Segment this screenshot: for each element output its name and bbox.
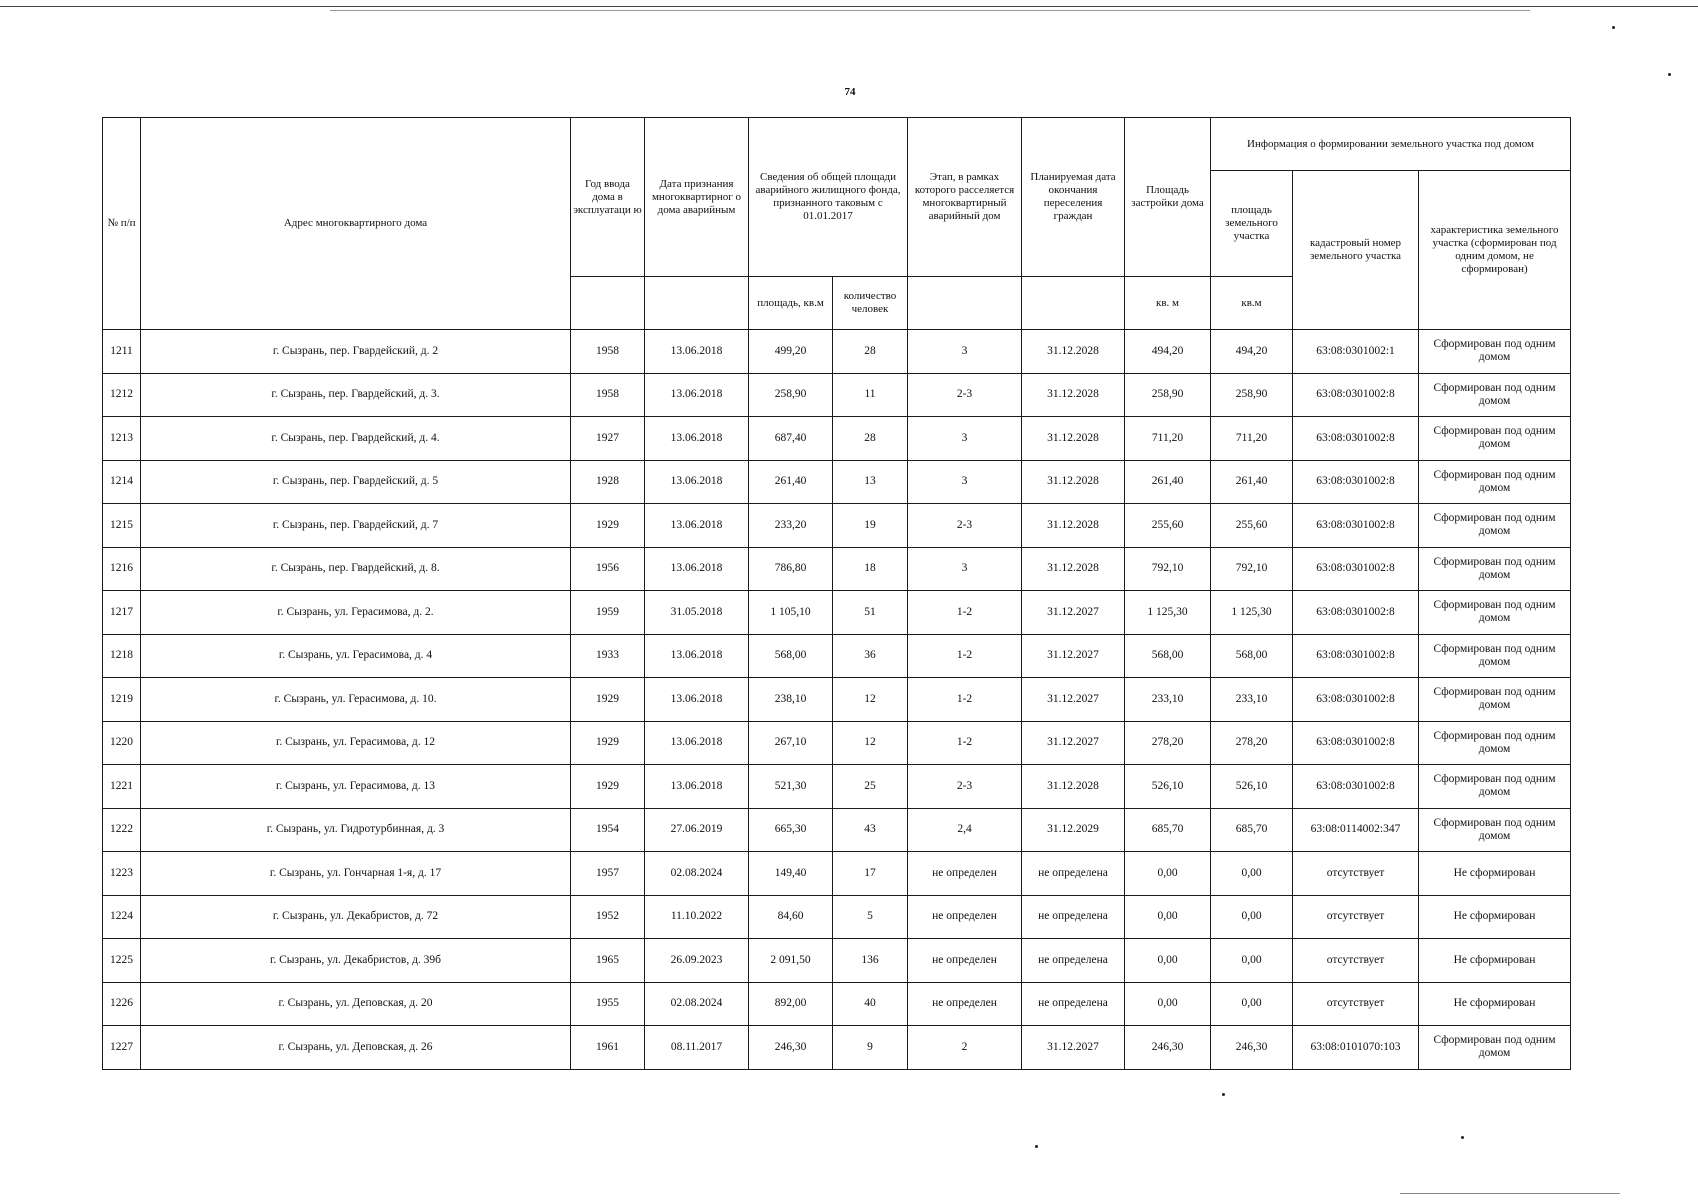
cell-address: г. Сызрань, ул. Герасимова, д. 10.: [141, 678, 571, 722]
cell-building-area: 258,90: [1125, 373, 1211, 417]
cell-address: г. Сызрань, пер. Гвардейский, д. 8.: [141, 547, 571, 591]
cell-recognition-date: 13.06.2018: [645, 504, 749, 548]
cell-recognition-date: 13.06.2018: [645, 634, 749, 678]
cell-num: 1221: [103, 765, 141, 809]
cell-recognition-date: 13.06.2018: [645, 460, 749, 504]
cell-planned-date: 31.12.2028: [1022, 460, 1125, 504]
scan-speck: [1222, 1093, 1225, 1096]
cell-address: г. Сызрань, ул. Герасимова, д. 4: [141, 634, 571, 678]
cell-address: г. Сызрань, пер. Гвардейский, д. 7: [141, 504, 571, 548]
header-planned-date: Планируемая дата окончания переселения граждан: [1022, 118, 1125, 277]
cell-year: 1955: [571, 982, 645, 1026]
cell-area: 233,20: [749, 504, 833, 548]
cell-num: 1214: [103, 460, 141, 504]
cell-building-area: 0,00: [1125, 895, 1211, 939]
cell-recognition-date: 02.08.2024: [645, 982, 749, 1026]
table-row: [103, 373, 1571, 417]
cell-address: г. Сызрань, пер. Гвардейский, д. 3.: [141, 373, 571, 417]
cell-people: 28: [833, 417, 908, 461]
cell-area: 2 091,50: [749, 939, 833, 983]
scan-speck: [1612, 26, 1615, 29]
cell-building-area: 246,30: [1125, 1026, 1211, 1070]
cell-area: 261,40: [749, 460, 833, 504]
cell-characteristic: Сформирован под одним домом: [1419, 1026, 1571, 1070]
cell-year: 1929: [571, 765, 645, 809]
table-row: [103, 852, 1571, 896]
cell-land-area: 0,00: [1211, 939, 1293, 983]
cell-building-area: 1 125,30: [1125, 591, 1211, 635]
cell-num: 1219: [103, 678, 141, 722]
cell-characteristic: Не сформирован: [1419, 852, 1571, 896]
cell-planned-date: 31.12.2027: [1022, 1026, 1125, 1070]
cell-num: 1212: [103, 373, 141, 417]
table-body: [103, 330, 1571, 1070]
cell-cadastral: отсутствует: [1293, 895, 1419, 939]
cell-area: 246,30: [749, 1026, 833, 1070]
table-row: [103, 939, 1571, 983]
cell-cadastral: 63:08:0301002:8: [1293, 591, 1419, 635]
cell-recognition-date: 11.10.2022: [645, 895, 749, 939]
table-row: [103, 1026, 1571, 1070]
cell-stage: 1-2: [908, 678, 1022, 722]
cell-people: 28: [833, 330, 908, 374]
scan-speck: [1035, 1145, 1038, 1148]
cell-planned-date: не определена: [1022, 895, 1125, 939]
cell-num: 1220: [103, 721, 141, 765]
cell-characteristic: Сформирован под одним домом: [1419, 547, 1571, 591]
cell-land-area: 1 125,30: [1211, 591, 1293, 635]
cell-cadastral: 63:08:0301002:8: [1293, 765, 1419, 809]
cell-year: 1957: [571, 852, 645, 896]
table-row: [103, 765, 1571, 809]
cell-characteristic: Сформирован под одним домом: [1419, 721, 1571, 765]
cell-num: 1222: [103, 808, 141, 852]
cell-planned-date: 31.12.2027: [1022, 591, 1125, 635]
scan-speck: [1668, 73, 1671, 76]
cell-people: 5: [833, 895, 908, 939]
cell-cadastral: 63:08:0101070:103: [1293, 1026, 1419, 1070]
header-year: Год ввода дома в эксплуатаци ю: [571, 118, 645, 277]
cell-area: 267,10: [749, 721, 833, 765]
header-unit-land: кв.м: [1211, 277, 1293, 330]
cell-characteristic: Сформирован под одним домом: [1419, 678, 1571, 722]
cell-characteristic: Сформирован под одним домом: [1419, 591, 1571, 635]
cell-stage: 1-2: [908, 634, 1022, 678]
cell-planned-date: 31.12.2028: [1022, 417, 1125, 461]
cell-characteristic: Сформирован под одним домом: [1419, 765, 1571, 809]
cell-address: г. Сызрань, ул. Герасимова, д. 12: [141, 721, 571, 765]
cell-stage: 2: [908, 1026, 1022, 1070]
cell-stage: не определен: [908, 982, 1022, 1026]
cell-land-area: 568,00: [1211, 634, 1293, 678]
cell-people: 19: [833, 504, 908, 548]
cell-num: 1213: [103, 417, 141, 461]
cell-recognition-date: 26.09.2023: [645, 939, 749, 983]
cell-area: 786,80: [749, 547, 833, 591]
cell-address: г. Сызрань, ул. Гидротурбинная, д. 3: [141, 808, 571, 852]
cell-cadastral: 63:08:0301002:8: [1293, 634, 1419, 678]
cell-planned-date: 31.12.2028: [1022, 373, 1125, 417]
cell-cadastral: 63:08:0301002:8: [1293, 678, 1419, 722]
table-row: [103, 634, 1571, 678]
cell-building-area: 568,00: [1125, 634, 1211, 678]
cell-recognition-date: 08.11.2017: [645, 1026, 749, 1070]
cell-cadastral: 63:08:0301002:8: [1293, 460, 1419, 504]
cell-stage: 3: [908, 417, 1022, 461]
cell-cadastral: отсутствует: [1293, 982, 1419, 1026]
cell-stage: 2-3: [908, 765, 1022, 809]
cell-building-area: 494,20: [1125, 330, 1211, 374]
cell-people: 51: [833, 591, 908, 635]
header-num: № п/п: [103, 118, 141, 330]
cell-characteristic: Сформирован под одним домом: [1419, 373, 1571, 417]
cell-land-area: 258,90: [1211, 373, 1293, 417]
cell-year: 1959: [571, 591, 645, 635]
cell-planned-date: не определена: [1022, 982, 1125, 1026]
cell-address: г. Сызрань, пер. Гвардейский, д. 2: [141, 330, 571, 374]
cell-people: 13: [833, 460, 908, 504]
cell-address: г. Сызрань, пер. Гвардейский, д. 5: [141, 460, 571, 504]
cell-cadastral: 63:08:0301002:8: [1293, 547, 1419, 591]
cell-cadastral: 63:08:0301002:1: [1293, 330, 1419, 374]
cell-planned-date: не определена: [1022, 939, 1125, 983]
cell-land-area: 0,00: [1211, 895, 1293, 939]
cell-num: 1211: [103, 330, 141, 374]
cell-stage: 2,4: [908, 808, 1022, 852]
cell-recognition-date: 02.08.2024: [645, 852, 749, 896]
cell-stage: 3: [908, 547, 1022, 591]
cell-year: 1929: [571, 721, 645, 765]
cell-num: 1216: [103, 547, 141, 591]
cell-year: 1965: [571, 939, 645, 983]
cell-recognition-date: 27.06.2019: [645, 808, 749, 852]
header-planned-blank: [1022, 277, 1125, 330]
cell-cadastral: 63:08:0114002:347: [1293, 808, 1419, 852]
cell-land-area: 494,20: [1211, 330, 1293, 374]
cell-stage: 1-2: [908, 721, 1022, 765]
header-stage: Этап, в рамках которого расселяется многоквартирный аварийный дом: [908, 118, 1022, 277]
header-people-count: количество человек: [833, 277, 908, 330]
cell-recognition-date: 13.06.2018: [645, 417, 749, 461]
cell-land-area: 0,00: [1211, 982, 1293, 1026]
cell-planned-date: 31.12.2028: [1022, 765, 1125, 809]
cell-planned-date: 31.12.2028: [1022, 547, 1125, 591]
cell-building-area: 0,00: [1125, 939, 1211, 983]
cell-num: 1226: [103, 982, 141, 1026]
cell-num: 1223: [103, 852, 141, 896]
cell-cadastral: 63:08:0301002:8: [1293, 417, 1419, 461]
cell-cadastral: 63:08:0301002:8: [1293, 373, 1419, 417]
cell-cadastral: 63:08:0301002:8: [1293, 721, 1419, 765]
cell-people: 18: [833, 547, 908, 591]
cell-area: 892,00: [749, 982, 833, 1026]
table-row: [103, 721, 1571, 765]
header-area-info: Сведения об общей площади аварийного жилищного фонда, признанного таковым с 01.01.2017: [749, 118, 908, 277]
cell-land-area: 711,20: [1211, 417, 1293, 461]
cell-stage: не определен: [908, 852, 1022, 896]
cell-building-area: 278,20: [1125, 721, 1211, 765]
cell-land-area: 261,40: [1211, 460, 1293, 504]
table-row: [103, 808, 1571, 852]
cell-planned-date: 31.12.2028: [1022, 330, 1125, 374]
cell-area: 1 105,10: [749, 591, 833, 635]
header-characteristic: характеристика земельного участка (сформирован под одним домом, не сформирован): [1419, 171, 1571, 330]
header-land-area: площадь земельного участка: [1211, 171, 1293, 277]
cell-year: 1961: [571, 1026, 645, 1070]
cell-planned-date: 31.12.2027: [1022, 721, 1125, 765]
cell-recognition-date: 13.06.2018: [645, 330, 749, 374]
cell-year: 1954: [571, 808, 645, 852]
cell-area: 84,60: [749, 895, 833, 939]
cell-recognition-date: 13.06.2018: [645, 678, 749, 722]
cell-building-area: 255,60: [1125, 504, 1211, 548]
cell-recognition-date: 13.06.2018: [645, 547, 749, 591]
table-row: [103, 982, 1571, 1026]
cell-planned-date: 31.12.2027: [1022, 634, 1125, 678]
cell-characteristic: Сформирован под одним домом: [1419, 808, 1571, 852]
cell-building-area: 261,40: [1125, 460, 1211, 504]
cell-year: 1956: [571, 547, 645, 591]
cell-planned-date: 31.12.2028: [1022, 504, 1125, 548]
header-land-info: Информация о формировании земельного участка под домом: [1211, 118, 1571, 171]
cell-characteristic: Сформирован под одним домом: [1419, 634, 1571, 678]
cell-area: 687,40: [749, 417, 833, 461]
cell-people: 11: [833, 373, 908, 417]
cell-num: 1217: [103, 591, 141, 635]
cell-building-area: 711,20: [1125, 417, 1211, 461]
cell-area: 521,30: [749, 765, 833, 809]
cell-land-area: 278,20: [1211, 721, 1293, 765]
cell-building-area: 0,00: [1125, 982, 1211, 1026]
cell-cadastral: отсутствует: [1293, 939, 1419, 983]
table-row: [103, 678, 1571, 722]
cell-people: 36: [833, 634, 908, 678]
header-unit-building: кв. м: [1125, 277, 1211, 330]
cell-people: 17: [833, 852, 908, 896]
cell-stage: 3: [908, 330, 1022, 374]
cell-area: 499,20: [749, 330, 833, 374]
header-cadastral: кадастровый номер земельного участка: [1293, 171, 1419, 330]
cell-characteristic: Сформирован под одним домом: [1419, 330, 1571, 374]
cell-building-area: 0,00: [1125, 852, 1211, 896]
cell-people: 12: [833, 678, 908, 722]
cell-address: г. Сызрань, ул. Деповская, д. 20: [141, 982, 571, 1026]
cell-stage: 3: [908, 460, 1022, 504]
cell-area: 238,10: [749, 678, 833, 722]
cell-building-area: 526,10: [1125, 765, 1211, 809]
cell-year: 1958: [571, 373, 645, 417]
cell-area: 149,40: [749, 852, 833, 896]
cell-stage: не определен: [908, 939, 1022, 983]
cell-building-area: 792,10: [1125, 547, 1211, 591]
cell-characteristic: Не сформирован: [1419, 939, 1571, 983]
cell-area: 258,90: [749, 373, 833, 417]
table-row: [103, 330, 1571, 374]
cell-stage: 2-3: [908, 373, 1022, 417]
header-area-sqm: площадь, кв.м: [749, 277, 833, 330]
cell-land-area: 526,10: [1211, 765, 1293, 809]
page-number: 74: [844, 86, 856, 98]
cell-year: 1952: [571, 895, 645, 939]
cell-cadastral: отсутствует: [1293, 852, 1419, 896]
cell-characteristic: Не сформирован: [1419, 895, 1571, 939]
emergency-housing-table: [102, 117, 1571, 1070]
cell-characteristic: Не сформирован: [1419, 982, 1571, 1026]
header-recognition-date: Дата признания многоквартирног о дома аварийным: [645, 118, 749, 277]
header-stage-blank: [908, 277, 1022, 330]
cell-stage: 2-3: [908, 504, 1022, 548]
cell-planned-date: 31.12.2027: [1022, 678, 1125, 722]
cell-characteristic: Сформирован под одним домом: [1419, 460, 1571, 504]
scan-top-edge-line: [330, 10, 1530, 11]
cell-planned-date: 31.12.2029: [1022, 808, 1125, 852]
cell-num: 1224: [103, 895, 141, 939]
cell-people: 43: [833, 808, 908, 852]
cell-people: 9: [833, 1026, 908, 1070]
cell-land-area: 792,10: [1211, 547, 1293, 591]
cell-area: 568,00: [749, 634, 833, 678]
cell-address: г. Сызрань, ул. Деповская, д. 26: [141, 1026, 571, 1070]
cell-recognition-date: 31.05.2018: [645, 591, 749, 635]
cell-address: г. Сызрань, ул. Герасимова, д. 13: [141, 765, 571, 809]
cell-address: г. Сызрань, ул. Герасимова, д. 2.: [141, 591, 571, 635]
cell-cadastral: 63:08:0301002:8: [1293, 504, 1419, 548]
table-row: [103, 504, 1571, 548]
cell-area: 665,30: [749, 808, 833, 852]
cell-address: г. Сызрань, ул. Декабристов, д. 39б: [141, 939, 571, 983]
cell-recognition-date: 13.06.2018: [645, 721, 749, 765]
cell-land-area: 246,30: [1211, 1026, 1293, 1070]
cell-address: г. Сызрань, ул. Декабристов, д. 72: [141, 895, 571, 939]
table-row: [103, 417, 1571, 461]
cell-recognition-date: 13.06.2018: [645, 373, 749, 417]
cell-num: 1225: [103, 939, 141, 983]
cell-recognition-date: 13.06.2018: [645, 765, 749, 809]
table-row: [103, 591, 1571, 635]
cell-year: 1929: [571, 504, 645, 548]
scan-speck: [1461, 1136, 1464, 1139]
cell-characteristic: Сформирован под одним домом: [1419, 504, 1571, 548]
header-date-blank: [645, 277, 749, 330]
cell-people: 25: [833, 765, 908, 809]
cell-land-area: 255,60: [1211, 504, 1293, 548]
cell-land-area: 0,00: [1211, 852, 1293, 896]
cell-year: 1929: [571, 678, 645, 722]
cell-year: 1928: [571, 460, 645, 504]
cell-year: 1958: [571, 330, 645, 374]
cell-stage: не определен: [908, 895, 1022, 939]
cell-year: 1933: [571, 634, 645, 678]
cell-people: 12: [833, 721, 908, 765]
cell-planned-date: не определена: [1022, 852, 1125, 896]
scan-top-edge-line: [0, 6, 1698, 7]
header-address: Адрес многоквартирного дома: [141, 118, 571, 330]
header-year-blank: [571, 277, 645, 330]
header-building-area: Площадь застройки дома: [1125, 118, 1211, 277]
cell-land-area: 233,10: [1211, 678, 1293, 722]
table-header: [103, 118, 1571, 330]
cell-people: 136: [833, 939, 908, 983]
cell-people: 40: [833, 982, 908, 1026]
cell-characteristic: Сформирован под одним домом: [1419, 417, 1571, 461]
cell-building-area: 233,10: [1125, 678, 1211, 722]
cell-address: г. Сызрань, пер. Гвардейский, д. 4.: [141, 417, 571, 461]
cell-building-area: 685,70: [1125, 808, 1211, 852]
cell-land-area: 685,70: [1211, 808, 1293, 852]
cell-num: 1218: [103, 634, 141, 678]
cell-stage: 1-2: [908, 591, 1022, 635]
table-row: [103, 895, 1571, 939]
scan-bottom-edge-line: [1400, 1193, 1620, 1194]
cell-year: 1927: [571, 417, 645, 461]
cell-address: г. Сызрань, ул. Гончарная 1-я, д. 17: [141, 852, 571, 896]
cell-num: 1215: [103, 504, 141, 548]
table-row: [103, 460, 1571, 504]
table-row: [103, 547, 1571, 591]
cell-num: 1227: [103, 1026, 141, 1070]
